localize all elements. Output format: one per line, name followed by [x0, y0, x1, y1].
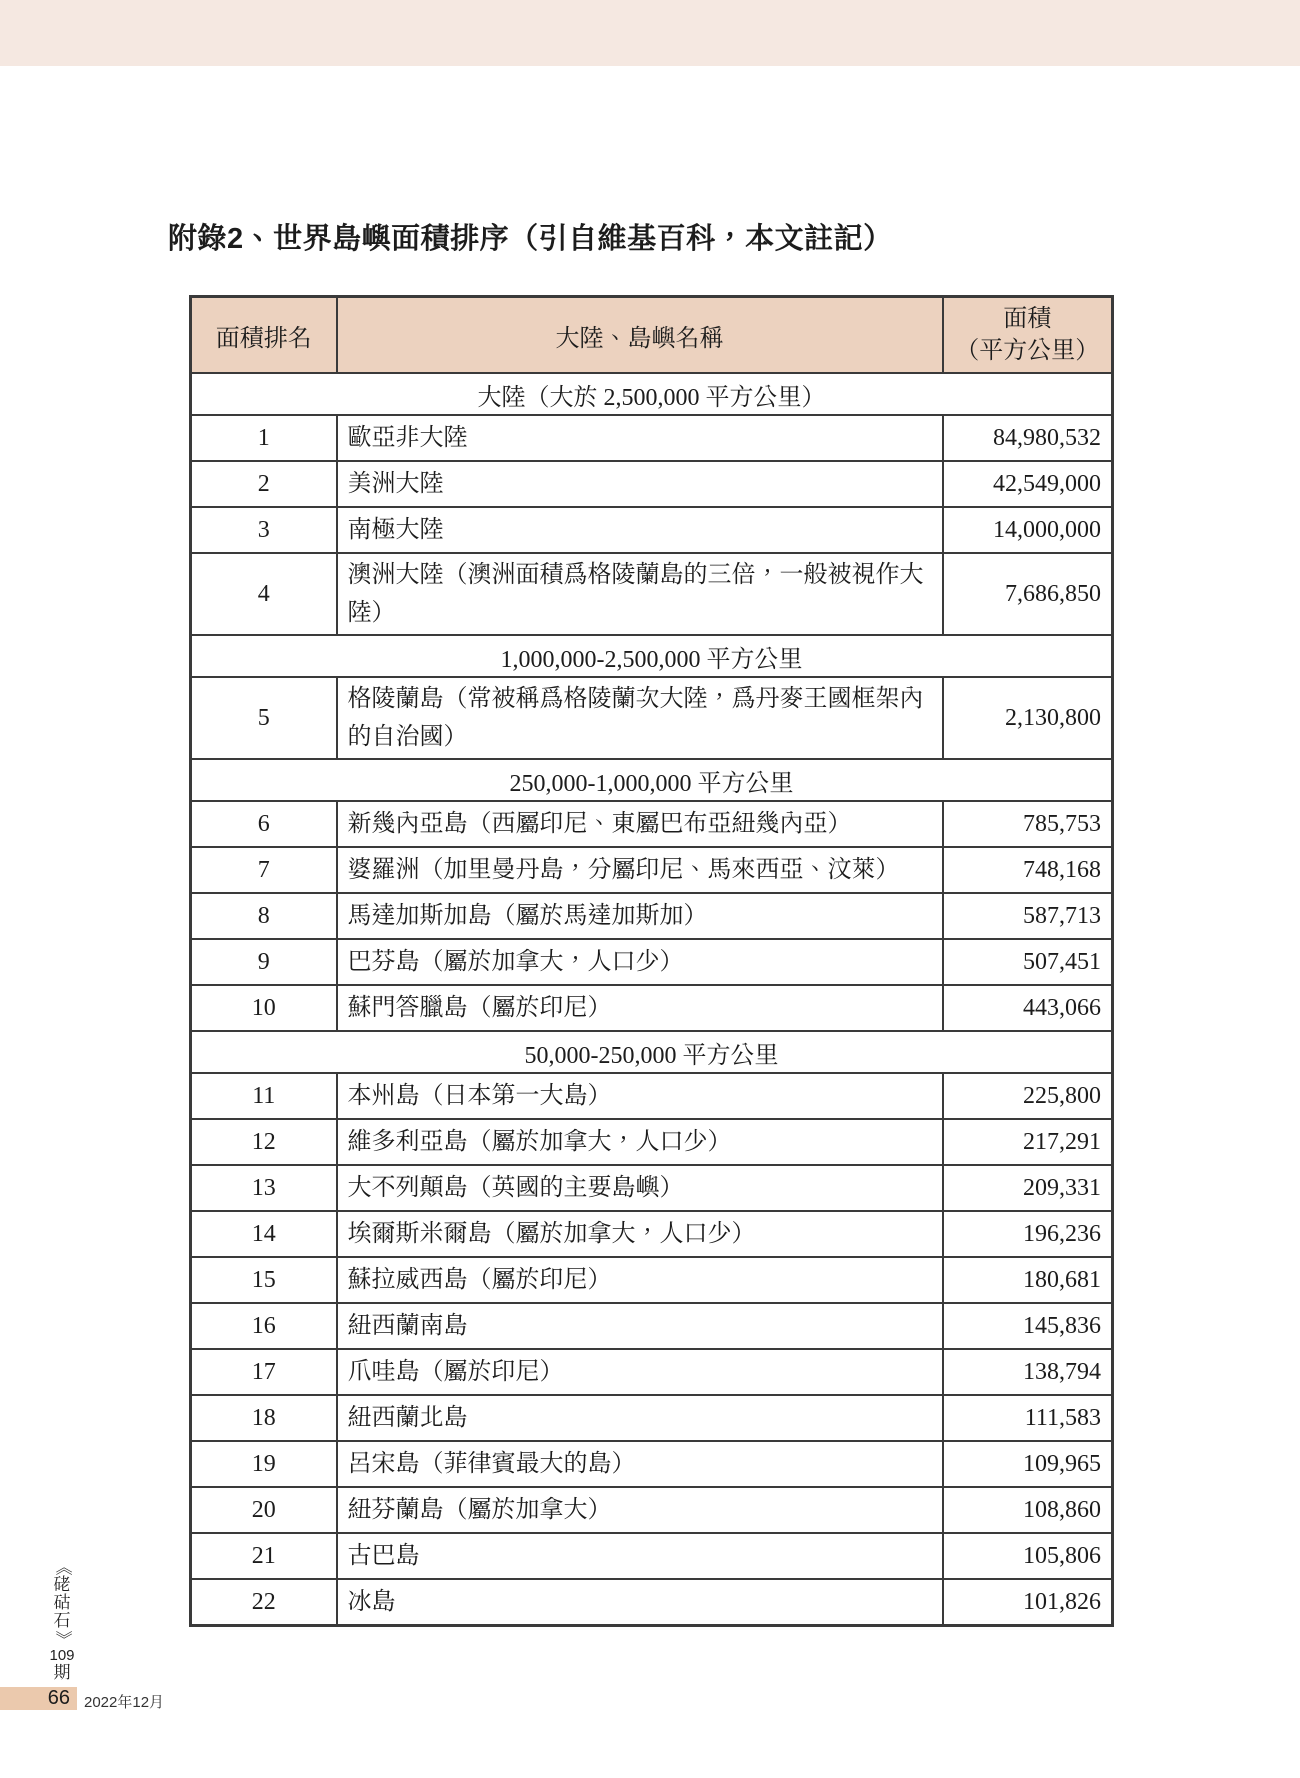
rank-cell: 12: [191, 1119, 337, 1165]
name-cell: 呂宋島（菲律賓最大的島）: [337, 1441, 943, 1487]
rank-cell: 16: [191, 1303, 337, 1349]
table-row: [191, 801, 1113, 847]
rank-cell: 17: [191, 1349, 337, 1395]
table-body: [191, 373, 1113, 1626]
name-cell: 本州島（日本第一大島）: [337, 1073, 943, 1119]
section-label: 250,000-1,000,000 平方公里: [191, 759, 1113, 801]
table-row: [191, 553, 1113, 635]
area-cell: 108,860: [943, 1487, 1113, 1533]
area-cell: 196,236: [943, 1211, 1113, 1257]
name-cell: 南極大陸: [337, 507, 943, 553]
name-cell: 澳洲大陸（澳洲面積爲格陵蘭島的三倍，一般被視作大陸）: [337, 553, 943, 635]
name-cell: 埃爾斯米爾島（屬於加拿大，人口少）: [337, 1211, 943, 1257]
name-cell: 紐西蘭南島: [337, 1303, 943, 1349]
rank-cell: 1: [191, 415, 337, 461]
page-number-badge: 66: [0, 1687, 77, 1710]
area-cell: 748,168: [943, 847, 1113, 893]
name-cell: 格陵蘭島（常被稱爲格陵蘭次大陸，爲丹麥王國框架內的自治國）: [337, 677, 943, 759]
area-cell: 14,000,000: [943, 507, 1113, 553]
header-area: [943, 297, 1113, 374]
journal-close-bracket: 》: [53, 1630, 72, 1648]
area-cell: 101,826: [943, 1579, 1113, 1626]
islands-area-table: [189, 295, 1114, 1627]
header-area-line2: （平方公里）: [955, 338, 1100, 364]
section-label: 大陸（大於 2,500,000 平方公里）: [191, 373, 1113, 415]
rank-cell: 7: [191, 847, 337, 893]
header-rank: 面積排名: [191, 297, 337, 374]
name-cell: 紐西蘭北島: [337, 1395, 943, 1441]
table-row: [191, 893, 1113, 939]
table-row: [191, 985, 1113, 1031]
journal-char-1: 硓: [53, 1575, 71, 1594]
header-name: 大陸、島嶼名稱: [337, 297, 943, 374]
page-title: 附錄2、世界島嶼面積排序（引自維基百科，本文註記）: [168, 223, 893, 255]
table-row: [191, 1303, 1113, 1349]
area-cell: 111,583: [943, 1395, 1113, 1441]
journal-issue-number: 109: [49, 1647, 75, 1664]
table-row: [191, 1487, 1113, 1533]
table-row: [191, 1257, 1113, 1303]
area-cell: 507,451: [943, 939, 1113, 985]
name-cell: 大不列顛島（英國的主要島嶼）: [337, 1165, 943, 1211]
section-row: [191, 635, 1113, 677]
section-label: 50,000-250,000 平方公里: [191, 1031, 1113, 1073]
section-row: [191, 759, 1113, 801]
area-cell: 2,130,800: [943, 677, 1113, 759]
table-row: [191, 1441, 1113, 1487]
area-cell: 180,681: [943, 1257, 1113, 1303]
table-row: [191, 1073, 1113, 1119]
rank-cell: 10: [191, 985, 337, 1031]
name-cell: 維多利亞島（屬於加拿大，人口少）: [337, 1119, 943, 1165]
section-row: [191, 373, 1113, 415]
rank-cell: 11: [191, 1073, 337, 1119]
rank-cell: 4: [191, 553, 337, 635]
journal-issue-suffix: 期: [53, 1663, 71, 1682]
rank-cell: 13: [191, 1165, 337, 1211]
table-row: [191, 507, 1113, 553]
section-row: [191, 1031, 1113, 1073]
name-cell: 婆羅洲（加里曼丹島，分屬印尼、馬來西亞、汶萊）: [337, 847, 943, 893]
issue-date: 2022年12月: [84, 1694, 165, 1711]
area-cell: 145,836: [943, 1303, 1113, 1349]
area-cell: 443,066: [943, 985, 1113, 1031]
name-cell: 蘇拉威西島（屬於印尼）: [337, 1257, 943, 1303]
name-cell: 美洲大陸: [337, 461, 943, 507]
rank-cell: 21: [191, 1533, 337, 1579]
table-row: [191, 1349, 1113, 1395]
rank-cell: 3: [191, 507, 337, 553]
rank-cell: 2: [191, 461, 337, 507]
table-row: [191, 1579, 1113, 1626]
rank-cell: 14: [191, 1211, 337, 1257]
rank-cell: 19: [191, 1441, 337, 1487]
name-cell: 新幾內亞島（西屬印尼、東屬巴布亞紐幾內亞）: [337, 801, 943, 847]
table-row: [191, 1165, 1113, 1211]
rank-cell: 22: [191, 1579, 337, 1626]
table-row: [191, 677, 1113, 759]
rank-cell: 18: [191, 1395, 337, 1441]
area-cell: 84,980,532: [943, 415, 1113, 461]
area-cell: 587,713: [943, 893, 1113, 939]
section-label: 1,000,000-2,500,000 平方公里: [191, 635, 1113, 677]
name-cell: 歐亞非大陸: [337, 415, 943, 461]
name-cell: 巴芬島（屬於加拿大，人口少）: [337, 939, 943, 985]
table-row: [191, 939, 1113, 985]
table-row: [191, 1395, 1113, 1441]
name-cell: 古巴島: [337, 1533, 943, 1579]
area-cell: 217,291: [943, 1119, 1113, 1165]
area-cell: 209,331: [943, 1165, 1113, 1211]
area-cell: 785,753: [943, 801, 1113, 847]
table-row: [191, 461, 1113, 507]
name-cell: 紐芬蘭島（屬於加拿大）: [337, 1487, 943, 1533]
area-cell: 109,965: [943, 1441, 1113, 1487]
rank-cell: 20: [191, 1487, 337, 1533]
journal-char-2: 𥑮: [53, 1593, 71, 1612]
area-cell: 42,549,000: [943, 461, 1113, 507]
name-cell: 蘇門答臘島（屬於印尼）: [337, 985, 943, 1031]
table-row: [191, 1533, 1113, 1579]
journal-char-3: 石: [53, 1611, 71, 1630]
journal-open-bracket: 《: [53, 1558, 72, 1576]
name-cell: 冰島: [337, 1579, 943, 1626]
table-row: [191, 1211, 1113, 1257]
table-row: [191, 415, 1113, 461]
name-cell: 爪哇島（屬於印尼）: [337, 1349, 943, 1395]
area-cell: 7,686,850: [943, 553, 1113, 635]
journal-title-vertical: [44, 1558, 80, 1682]
rank-cell: 8: [191, 893, 337, 939]
area-cell: 105,806: [943, 1533, 1113, 1579]
table-header-row: [191, 297, 1113, 374]
area-cell: 138,794: [943, 1349, 1113, 1395]
rank-cell: 6: [191, 801, 337, 847]
header-area-line1: 面積: [1003, 305, 1052, 332]
area-cell: 225,800: [943, 1073, 1113, 1119]
rank-cell: 9: [191, 939, 337, 985]
top-band: [0, 0, 1300, 66]
name-cell: 馬達加斯加島（屬於馬達加斯加）: [337, 893, 943, 939]
table-row: [191, 1119, 1113, 1165]
rank-cell: 15: [191, 1257, 337, 1303]
table-row: [191, 847, 1113, 893]
rank-cell: 5: [191, 677, 337, 759]
